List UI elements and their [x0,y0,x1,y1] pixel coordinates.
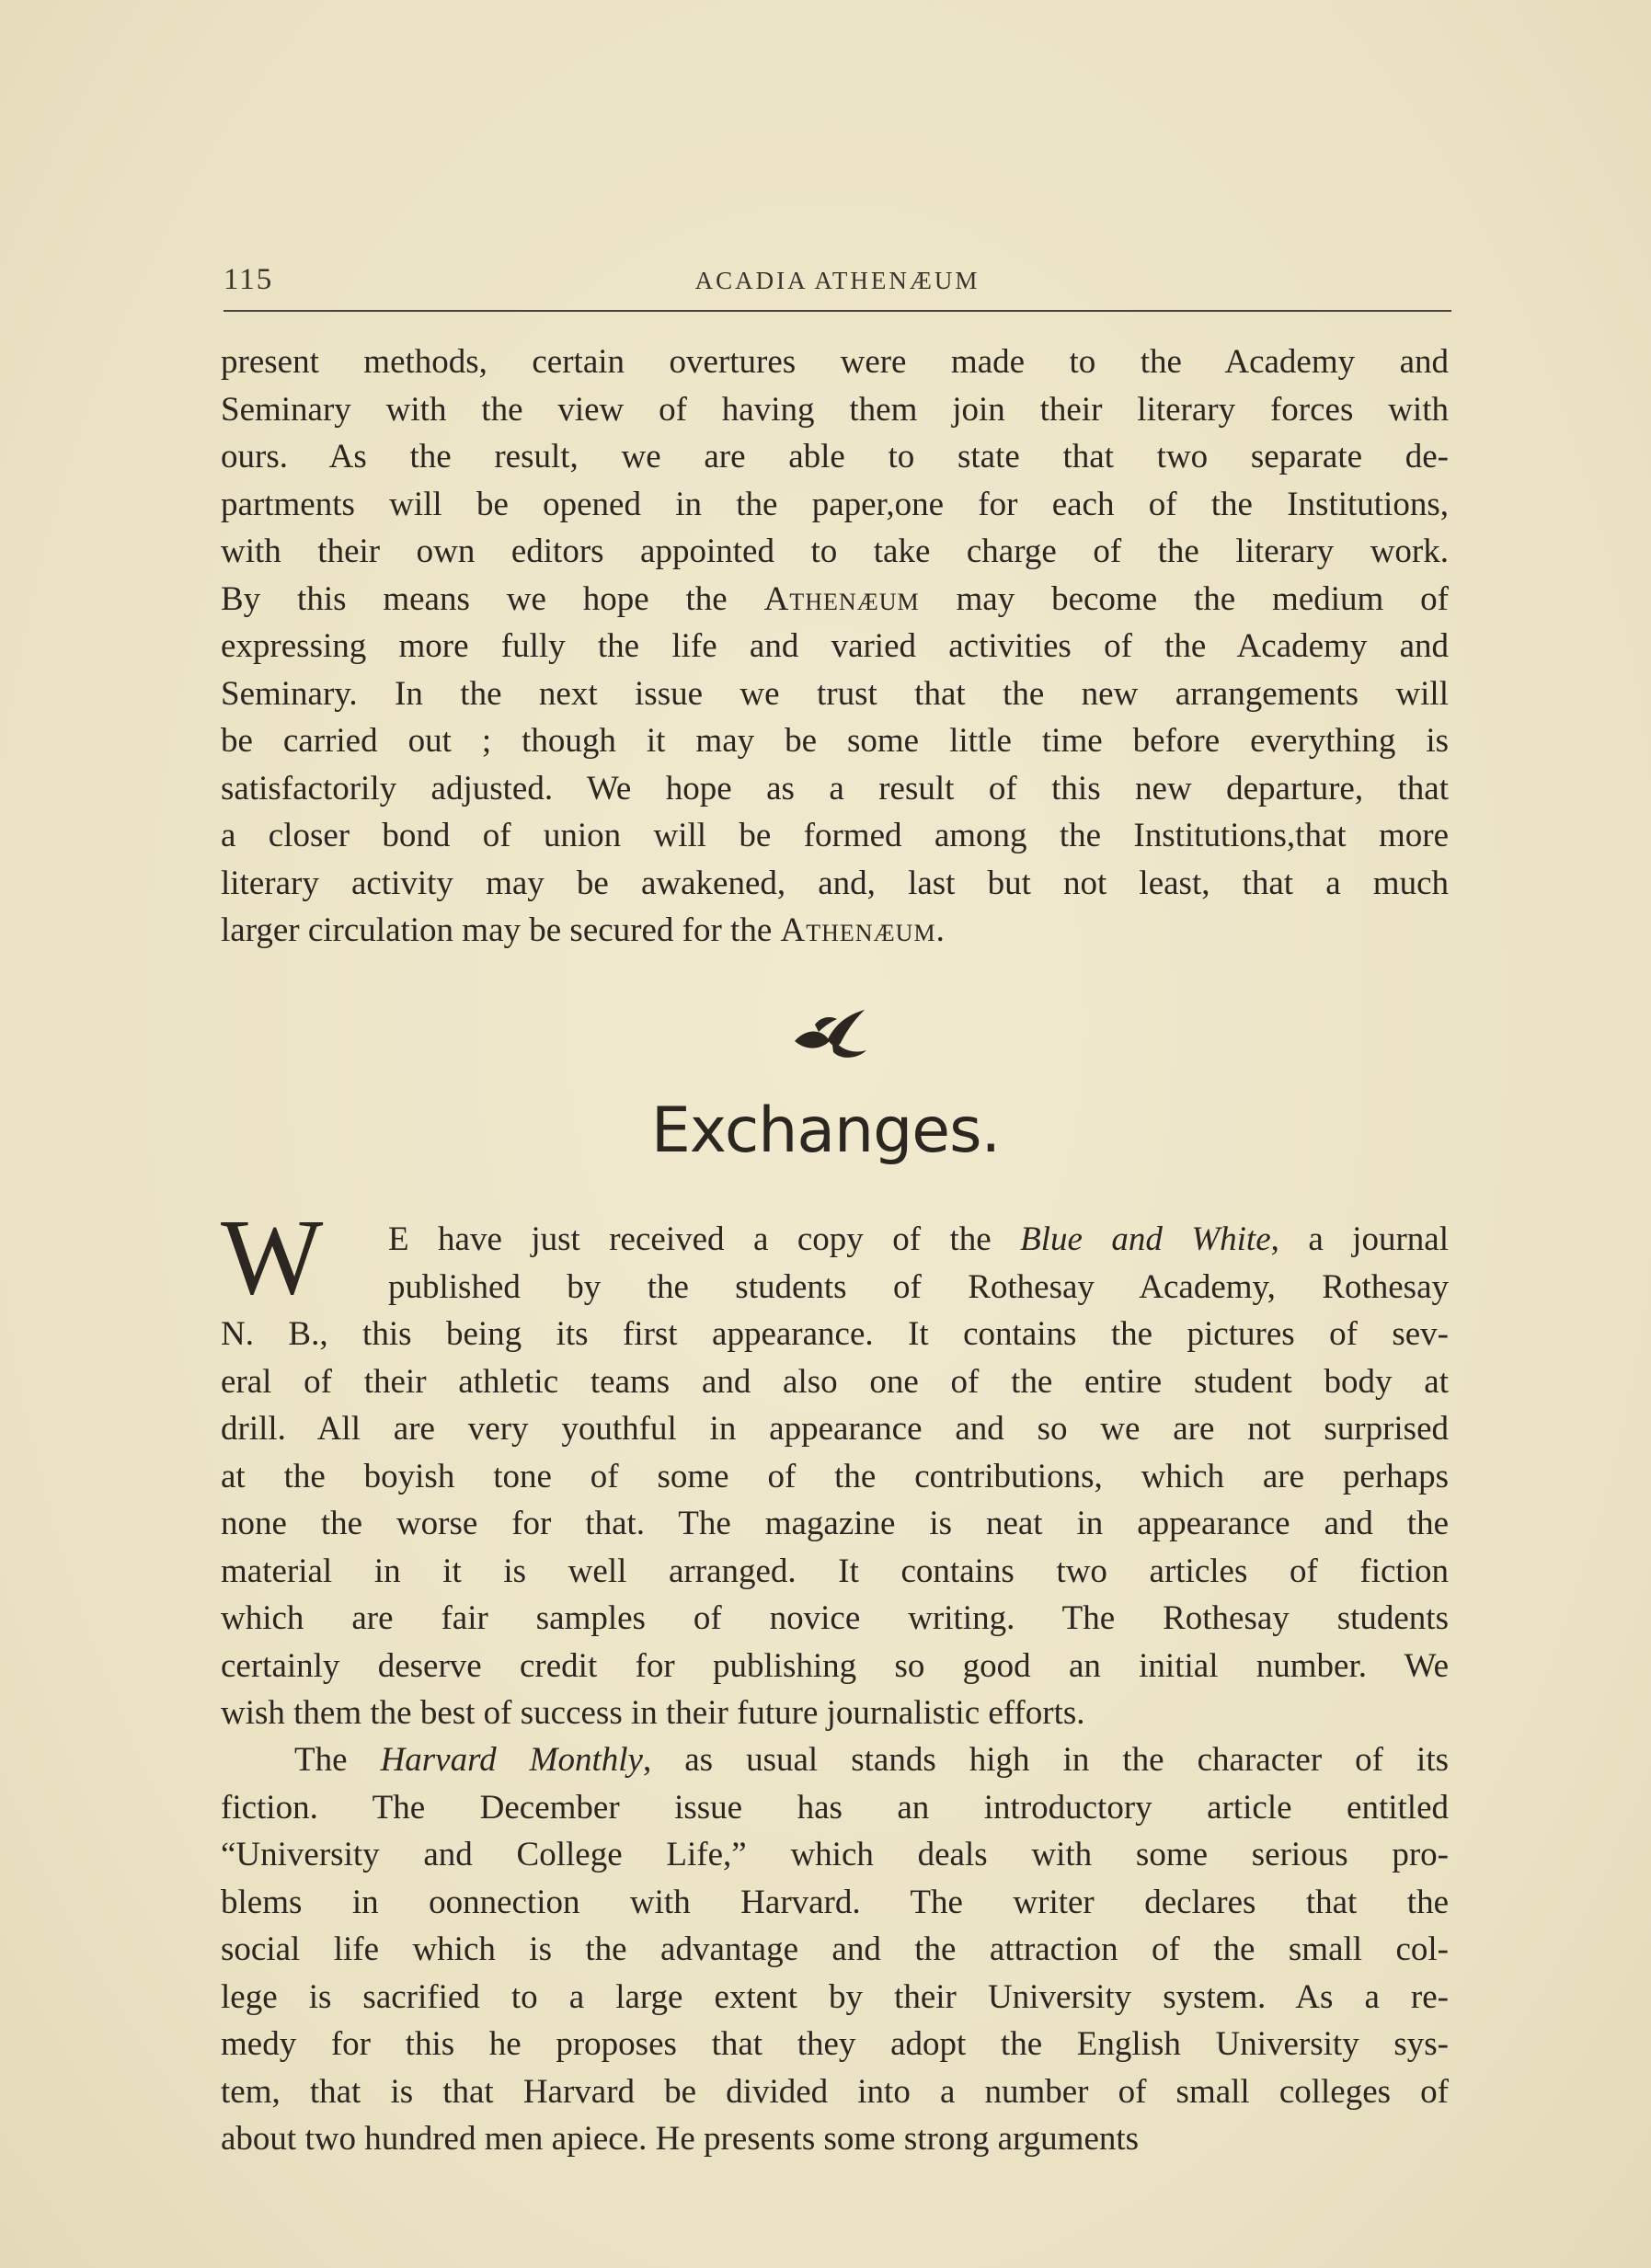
text-line: expressing more fully the life and varied activities of the Academy and [221,627,1449,665]
text-line: literary activity may be awakened, and, last but not least, that a much [221,864,1449,902]
text-line: medy for this he proposes that they adopt the English University sys- [221,2025,1449,2063]
text-line: published by the students of Rothesay Academy, Rothesay [388,1267,1449,1306]
text-line: tem, that is that Harvard be divided into a number of small colleges of [221,2072,1449,2111]
text-line: satisfactorily adjusted. We hope as a result of this new departure, that [221,769,1449,808]
text-line: eral of their athletic teams and also one of the entire student body at [221,1362,1449,1401]
header-rule [224,310,1451,312]
text-line: fiction. The December issue has an introductory article entitled [221,1788,1449,1827]
text-line: blems in oonnection with Harvard. The writer declares that the [221,1883,1449,1921]
text-line: N. B., this being its first appearance. It contains the pictures of sev- [221,1315,1449,1353]
text-line: partments will be opened in the paper,one for each of the Institutions, [221,485,1449,523]
exchanges-paragraph [221,1216,1449,1737]
text-line: present methods, certain overtures were made to the Academy and [221,343,1449,381]
text-line: certainly deserve credit for publishing so good an initial number. We [221,1646,1449,1685]
text-line: The Harvard Monthly, as usual stands high in the character of its [294,1741,1449,1779]
editorial-paragraph [221,338,1449,955]
text-line: social life which is the advantage and the attraction of the small col- [221,1930,1449,1968]
small-caps-title: Athenæum [763,579,920,618]
text-line: at the boyish tone of some of the contributions, which are perhaps [221,1457,1449,1495]
small-caps-title: Athenæum. [780,911,946,949]
fleuron-ornament-icon [787,1001,870,1065]
text-line: none the worse for that. The magazine is neat in appearance and the [221,1505,1449,1542]
text-line: be carried out ; though it may be some little time before everything is [221,722,1449,760]
section-heading: Exchanges. [650,1094,1001,1167]
text-line: E have just received a copy of the Blue and White, a journal [388,1220,1449,1258]
page-header [224,263,1451,300]
drop-cap: W [221,1197,324,1317]
text-line: larger circulation may be secured for the Athenæum. [221,911,946,949]
text-line: ours. As the result, we are able to state that two separate de- [221,438,1449,475]
italic-title: Harvard Monthly [380,1741,643,1779]
text-line: drill. All are very youthful in appearance and so we are not surprised [221,1410,1449,1448]
text-line: lege is sacrified to a large extent by their University system. As a re- [221,1977,1449,2016]
text-line: Seminary. In the next issue we trust that the new arrangements will [221,674,1449,713]
running-title: ACADIA ATHENÆUM [694,267,980,294]
text-line: with their own editors appointed to take charge of the literary work. [221,533,1449,570]
text-line: material in it is well arranged. It contains two articles of fiction [221,1552,1449,1590]
text-line: wish them the best of success in their future journalistic efforts. [221,1694,1085,1732]
text-line: By this means we hope the Athenæum may become the medium of [221,579,1449,618]
text-line: a closer bond of union will be formed among the Institutions,that more [221,817,1449,854]
text-line: about two hundred men apiece. He presents some strong arguments [221,2120,1140,2158]
page-number: 115 [224,263,274,296]
italic-title: Blue and White [1020,1220,1271,1258]
text-line: “University and College Life,” which deals with some serious pro- [221,1836,1449,1873]
text-line: which are fair samples of novice writing. The Rothesay students [221,1599,1449,1637]
harvard-paragraph [221,1736,1449,2163]
text-line: Seminary with the view of having them join their literary forces with [221,390,1449,429]
